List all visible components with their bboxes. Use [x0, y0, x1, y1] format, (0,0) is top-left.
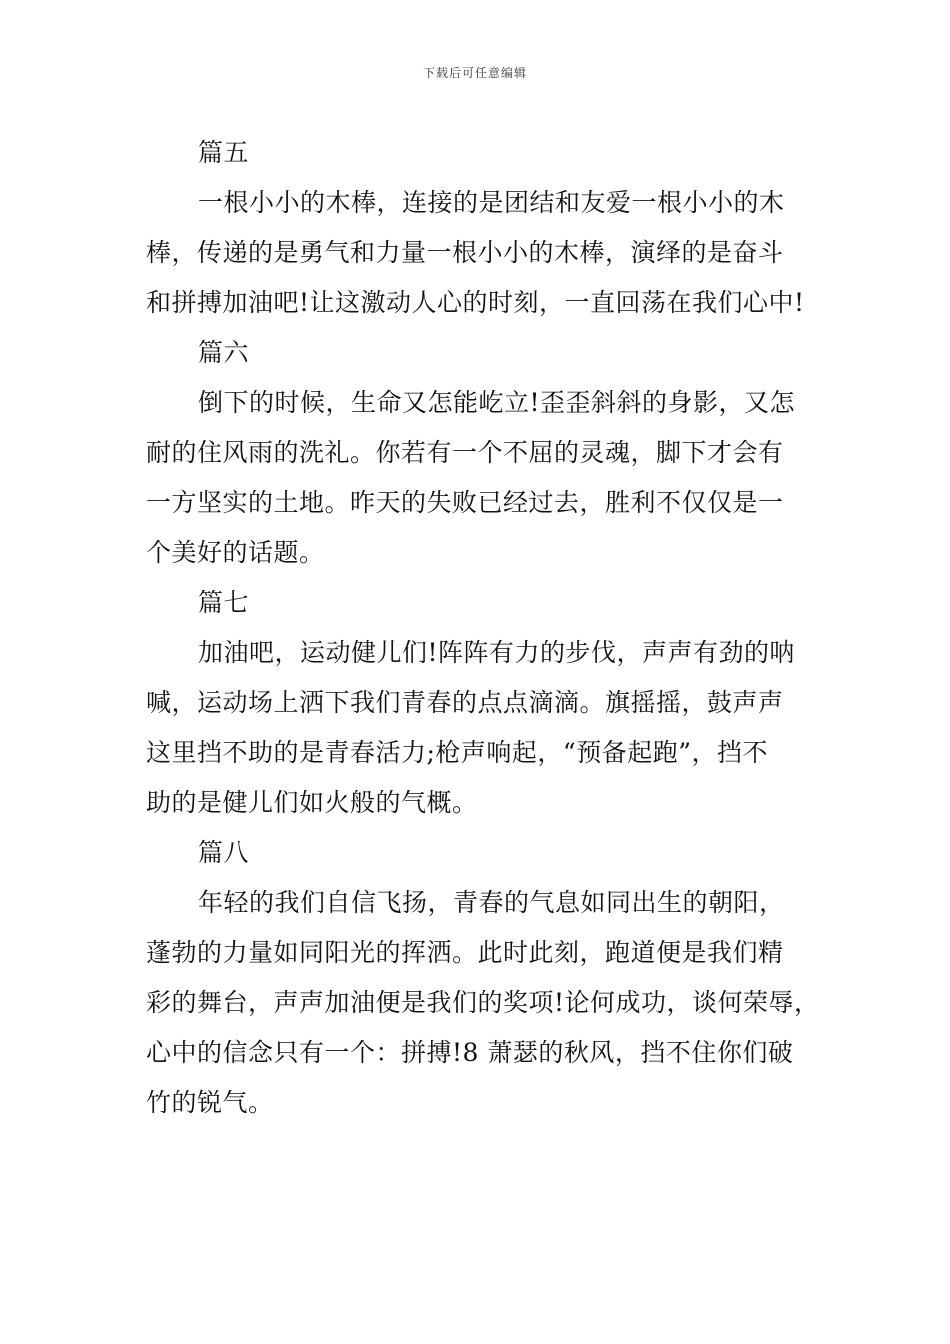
text-line: 篇五: [198, 138, 250, 167]
document-body: [146, 128, 820, 1128]
text-line: 心中的信念只有一个：拼搏!8 萧瑟的秋风，挡不住你们破: [146, 1038, 794, 1067]
text-line: 竹的锐气。: [146, 1088, 274, 1117]
text-line: 耐的住风雨的洗礼。你若有一个不屈的灵魂，脚下才会有: [146, 438, 784, 467]
text-line: 一根小小的木棒，连接的是团结和友爱一根小小的木: [198, 188, 785, 217]
text-line: 棒，传递的是勇气和力量一根小小的木棒，演绎的是奋斗: [146, 238, 784, 267]
text-line: 倒下的时候，生命又怎能屹立!歪歪斜斜的身影，又怎: [198, 388, 796, 417]
text-line: 一方坚实的土地。昨天的失败已经过去，胜利不仅仅是一: [146, 488, 784, 517]
text-line: 彩的舞台，声声加油便是我们的奖项!论何成功，谈何荣辱，: [146, 988, 820, 1017]
text-line: 篇六: [198, 338, 250, 367]
text-line: 个美好的话题。: [146, 538, 325, 567]
text-line: 篇八: [198, 838, 250, 867]
page-header: 下载后可任意编辑: [422, 66, 527, 80]
text-line: 加油吧，运动健儿们!阵阵有力的步伐，声声有劲的呐: [198, 638, 796, 667]
text-line: 和拼搏加油吧!让这激动人心的时刻，一直回荡在我们心中!: [146, 288, 805, 317]
text-line: 篇七: [198, 588, 250, 617]
text-line: 助的是健儿们如火般的气概。: [146, 788, 478, 817]
text-line: 喊，运动场上洒下我们青春的点点滴滴。旗摇摇，鼓声声: [146, 688, 784, 717]
text-line: 年轻的我们自信飞扬，青春的气息如同出生的朝阳，: [198, 888, 785, 917]
text-line: 这里挡不助的是青春活力;枪声响起，“预备起跑”，挡不: [146, 738, 768, 767]
text-line: 蓬勃的力量如同阳光的挥洒。此时此刻，跑道便是我们精: [146, 938, 784, 967]
